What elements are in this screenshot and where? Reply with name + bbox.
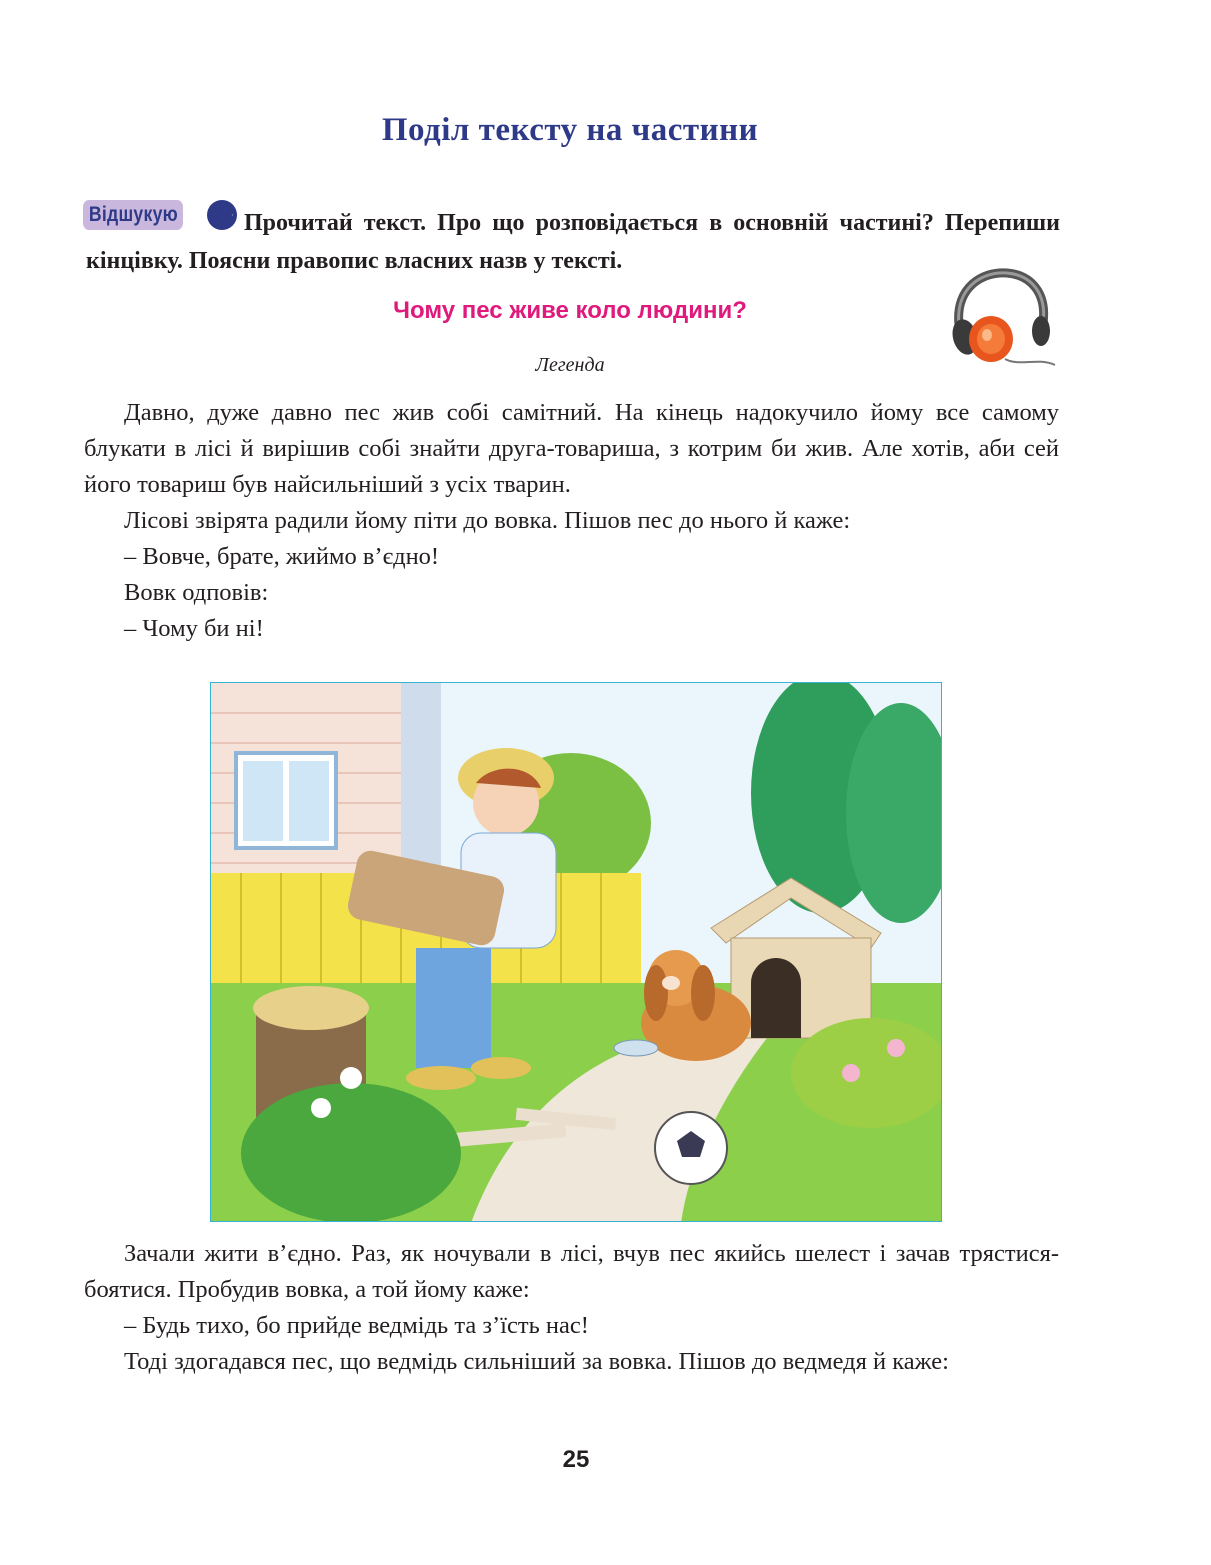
task-badge-label: Відшукую bbox=[83, 200, 183, 230]
paragraph: Зачали жити в’єдно. Раз, як ночували в лісі, вчув пес якийсь шелест і зачав трястися-боятися. Пробудив вовка, а той йому каже: bbox=[84, 1240, 1059, 1303]
paragraph: – Вовче, брате, жиймо в’єдно! bbox=[124, 543, 440, 570]
story-illustration bbox=[210, 682, 942, 1222]
paragraph: – Чому би ні! bbox=[124, 615, 264, 642]
paragraph: Вовк одповів: bbox=[124, 579, 269, 606]
paragraph: Давно, дуже давно пес жив собі самітний. На кінець надокучило йому все самому блукати в лісі й вирішив собі знайти друга-товариша, з котрим би жив. Але хотів, аби сей його товариш був найсильніший з усіх тварин. bbox=[84, 399, 1059, 498]
story-text-part-2 bbox=[84, 1236, 1059, 1380]
task-instruction: Прочитай текст. Про що розповідається в основній частині? Перепиши кінцівку. Поясни правопис власних назв у тексті. bbox=[86, 210, 1060, 274]
story-title: Чому пес живе коло людини? bbox=[393, 297, 747, 324]
paragraph: Лісові звірята радили йому піти до вовка. Пішов пес до нього й каже: bbox=[124, 507, 851, 534]
paragraph: Тоді здогадався пес, що ведмідь сильніший за вовка. Пішов до ведмедя й каже: bbox=[124, 1348, 949, 1375]
page-title: Поділ тексту на частини bbox=[381, 112, 759, 148]
paragraph: – Будь тихо, бо прийде ведмідь та з’їсть нас! bbox=[124, 1312, 589, 1339]
story-genre: Легенда bbox=[535, 354, 605, 376]
page-number: 25 bbox=[562, 1446, 590, 1473]
story-text-part-1 bbox=[84, 395, 1059, 647]
